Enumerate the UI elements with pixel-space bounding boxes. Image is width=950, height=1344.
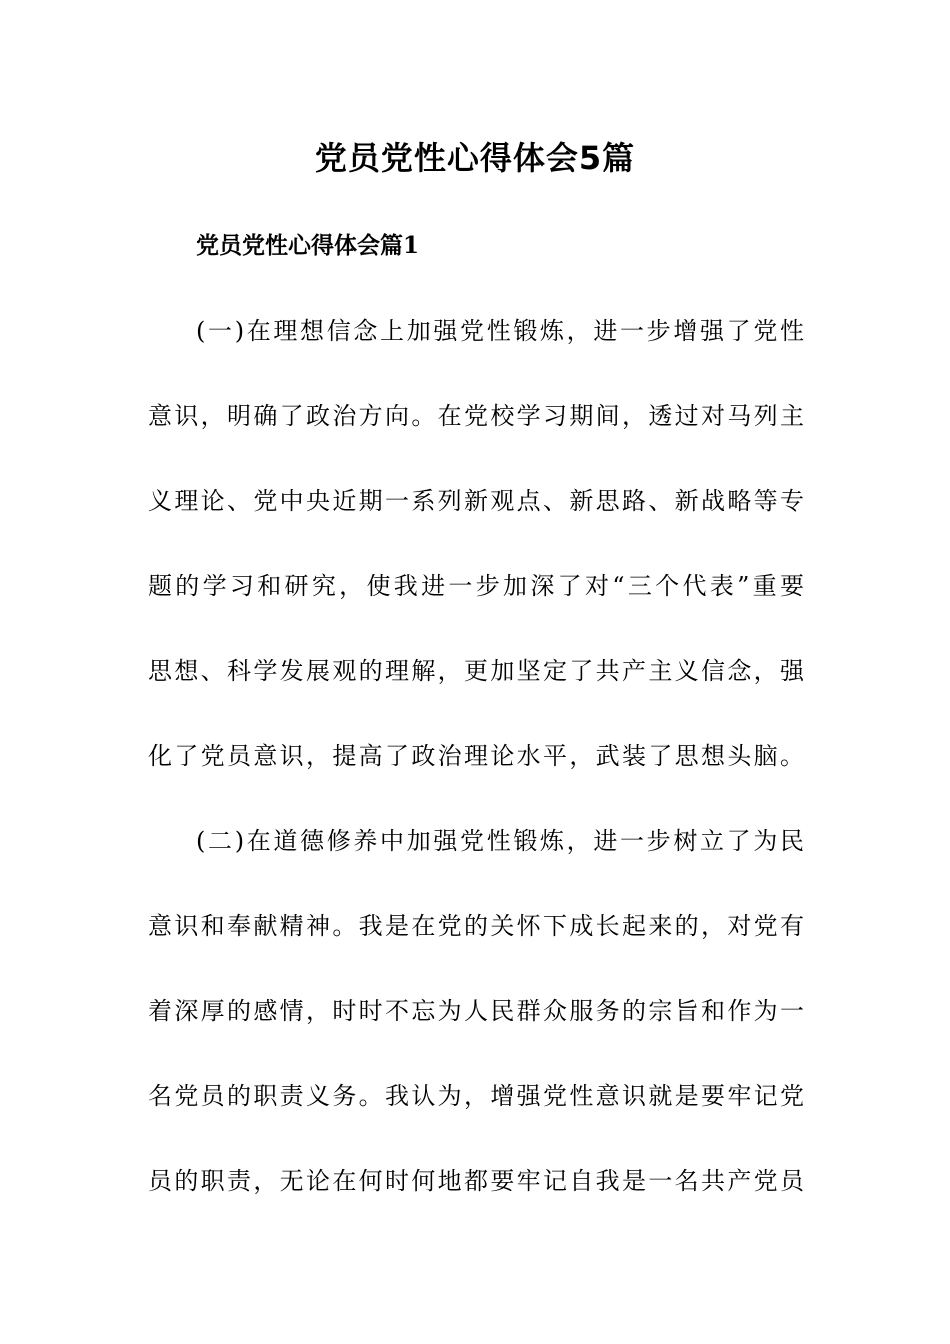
- paragraph-line: 意识和奉献精神。我是在党的关怀下成长起来的，对党有: [148, 912, 804, 940]
- paragraph-line: 义理论、党中央近期一系列新观点、新思路、新战略等专: [148, 487, 804, 515]
- section-heading: 党员党性心得体会篇1: [196, 232, 420, 259]
- paragraph-line: 思想、科学发展观的理解，更加坚定了共产主义信念，强: [148, 657, 804, 685]
- paragraph-line: 着深厚的感情，时时不忘为人民群众服务的宗旨和作为一: [148, 997, 804, 1025]
- paragraph-line: (一)在理想信念上加强党性锻炼，进一步增强了党性: [196, 317, 804, 345]
- document-title: 党员党性心得体会5篇: [314, 139, 636, 177]
- paragraph-line: 题的学习和研究，使我进一步加深了对“三个代表”重要: [148, 572, 804, 600]
- paragraph-line: 意识，明确了政治方向。在党校学习期间，透过对马列主: [148, 402, 804, 430]
- paragraph-line: 化了党员意识，提高了政治理论水平，武装了思想头脑。: [148, 742, 804, 770]
- paragraph-line: (二)在道德修养中加强党性锻炼，进一步树立了为民: [196, 827, 804, 855]
- paragraph-line: 名党员的职责义务。我认为，增强党性意识就是要牢记党: [148, 1082, 804, 1110]
- paragraph-line: 员的职责，无论在何时何地都要牢记自我是一名共产党员: [148, 1167, 804, 1195]
